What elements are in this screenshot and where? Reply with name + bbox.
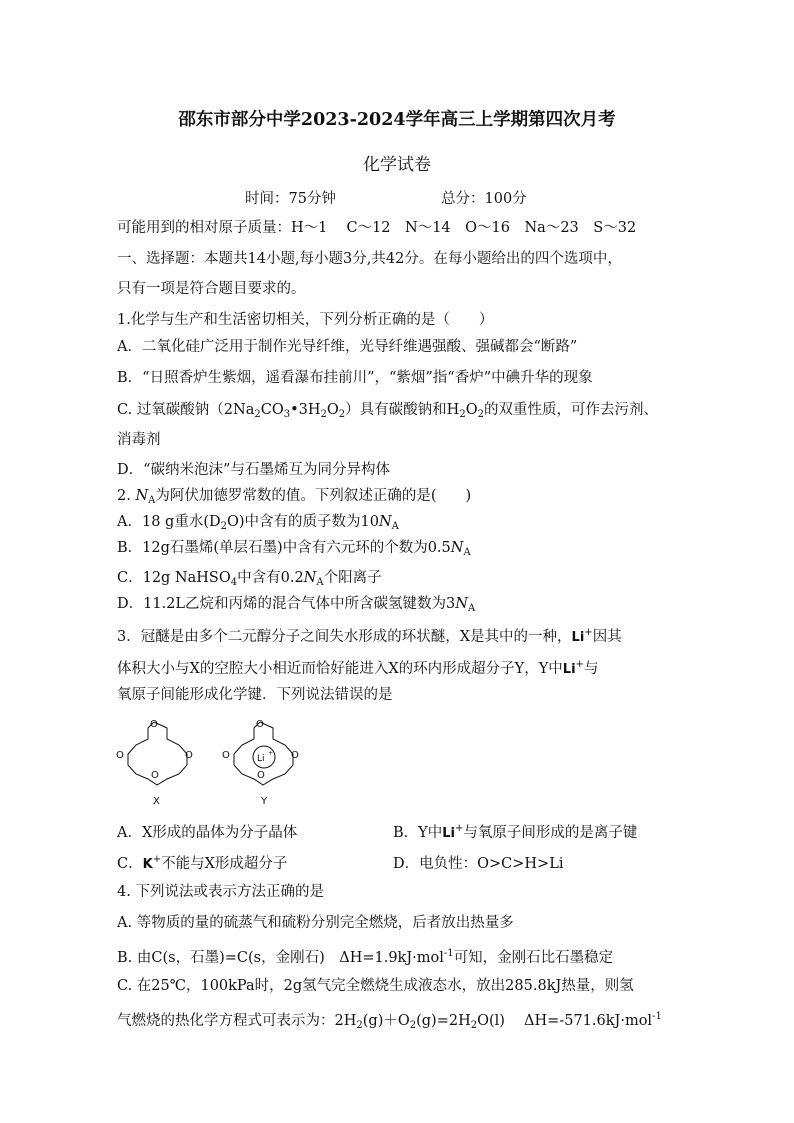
q3-c-part: C． [117,856,143,872]
oxygen-atom: O [150,719,158,730]
q2-na: N [450,540,464,556]
q2-na: N [303,570,317,586]
oxygen-atom: O [116,750,124,761]
section-intro-line1: 一、选择题：本题共14小题,每小题3分,共42分。在每小题给出的四个选项中， [117,251,622,267]
q3-line1: 3．冠醚是由多个二元醇分子之间失水形成的环状醚，X是其中的一种，Li+因其 [117,627,622,645]
q3-line3: 氧原子间能形成化学键．下列说法错误的是 [117,687,393,703]
q2-d-part: D．11.2L乙烷和丙烯的混合气体中所含碳氢键数为3 [117,596,456,612]
q1-option-c-line2: 消毒剂 [117,432,161,448]
q4-c-sup: -1 [652,1011,662,1022]
oxygen-atom: O [222,750,230,761]
q4-option-c-line1: C. 在25℃，100kPa时，2g氢气完全燃烧生成液态水，放出285.8kJ热量，则氢 [117,978,634,994]
q3-b-part: 与氧原子间形成的是离子键 [463,825,638,841]
q3-text: 体积大小与X的空腔大小相近而恰好能进入X的环内形成超分子Y，Y中 [117,661,563,677]
exam-total: 总分：100分 [441,191,527,207]
q2-option-d [117,595,475,618]
q2-na-sub: A [148,495,156,506]
q2-stem-text: 为阿伏加德罗常数的值。下列叙述正确的是( ) [155,488,472,504]
q2-b-part: B．12g石墨烯(单层石墨)中含有六元环的个数为0.5 [117,540,451,556]
q3-text: 因其 [592,629,622,645]
q3-option-c: C．K+不能与X形成超分子 [117,854,288,872]
li-ion: Li [562,662,576,677]
q2-option-a: A．18 g重水$(D_2O)$中含有的质子数为$10N_A$ [117,514,399,532]
q2-na: N [135,488,149,504]
oxygen-atom: O [256,719,264,730]
crown-ether-figure [112,712,312,812]
li-ion-label: Li [257,754,265,764]
q4-c-part: O(l) ΔH=-571.6kJ·mol [477,1013,653,1029]
q1-option-c: C. 过氧碳酸钠$(2Na_2CO_3•3H_2O_2)$具有碳酸钠和$H_2O_2$的双重性质，可作去污剂、 [117,402,658,420]
q1-option-d: D．“碳纳米泡沫”与石墨烯互为同分异构体 [117,462,390,478]
q4-option-a: A. 等物质的量的硫蒸气和硫粉分别完全燃烧，后者放出热量多 [117,915,514,931]
atomic-masses: 可能用到的相对原子质量：H～1 C～12 N～14 O～16 Na～23 S～32 [117,220,637,236]
q1-c-part: O [326,402,339,418]
oxygen-atom: O [151,770,159,781]
q4-b-part: B. 由C(s，石墨)=C(s，金刚石) ΔH=1.9kJ·mol [117,950,444,966]
q3-text: 3．冠醚是由多个二元醇分子之间失水形成的环状醚，X是其中的一种， [117,629,572,645]
q3-line2: 体积大小与X的空腔大小相近而恰好能进入X的环内形成超分子Y，Y中Li+与 [117,659,599,677]
q4-option-c-line2: 气燃烧的热化学方程式可表示为：$2H_2(g)+O_2(g)=2H_2O(l)$ ΔH=-571.6kJ·mol$^{-1}$ [117,1011,662,1031]
label-x: X [153,796,160,807]
k-ion: K [142,857,153,872]
q1-c-part: C. 过氧碳酸钠（2Na [117,402,255,418]
q2-number: 2. [117,488,131,504]
q4-c-part: (g)=2H [416,1013,471,1029]
q1-c-part: CO [260,402,284,418]
oxygen-atom: O [185,750,193,761]
q2-na-sub: A [463,547,471,558]
li-ion: Li [571,630,585,645]
li-ion-charge: + [268,750,274,757]
q2-na-sub: A [391,521,399,532]
q1-stem: 1.化学与生产和生活密切相关，下列分析正确的是（ ） [117,312,494,328]
q3-b-part: B．Y中 [393,825,443,841]
q2-na-sub: A [467,603,476,614]
q2-a-part: O)中含有的质子数为10 [226,514,379,530]
q2-stem [117,487,471,510]
q2-na-sub: A [316,577,324,588]
q2-option-b [117,539,471,562]
section-intro-line2: 只有一项是符合题目要求的。 [117,281,306,297]
q2-a-part: A．18 g重水(D [117,514,221,530]
q1-c-part: 的双重性质，可作去污剂、 [483,402,658,418]
q4-stem: 4. 下列说法或表示方法正确的是 [117,884,324,900]
q3-option-b: B．Y中Li+与氧原子间形成的是离子键 [393,823,638,841]
q3-option-d: D．电负性：O>C>H>Li [393,856,564,872]
q2-c-part: 中含有0.2 [237,570,304,586]
exam-title: 邵东市部分中学2023-2024学年高三上学期第四次月考 [178,110,616,130]
q3-text: 与 [583,661,599,677]
oxygen-atom: O [291,750,299,761]
q1-c-part: •3H [290,402,321,418]
q4-option-b [117,945,613,967]
q1-option-b: B．“日照香炉生紫烟，遥看瀑布挂前川”，“紫烟”指“香炉”中碘升华的现象 [117,370,593,386]
q2-c-part: 个阳离子 [323,570,382,586]
q2-c-part: C．12g NaHSO [117,570,231,586]
q2-option-c: C．12g NaHSO$_4$中含有$0.2N_A$个阳离子 [117,570,382,588]
q4-c-part: 气燃烧的热化学方程式可表示为：2H [117,1013,357,1029]
q4-b-part: 可知，金刚石比石墨稳定 [453,950,614,966]
q1-c-part: ）具有碳酸钠和H [345,402,460,418]
q3-c-part: 不能与X形成超分子 [161,856,288,872]
li-ion: Li [442,826,455,841]
q4-b-sup: -1 [443,948,454,959]
q1-c-part: O [465,402,478,418]
q2-na: N [455,596,468,612]
q2-na: N [378,514,392,530]
q3-option-a: A．X形成的晶体为分子晶体 [117,825,298,841]
label-y: Y [261,796,268,807]
q4-c-part: (g)＋O [362,1013,410,1029]
exam-subtitle: 化学试卷 [363,155,431,175]
q1-option-a: A．二氧化硅广泛用于制作光导纤维，光导纤维遇强酸、强碱都会“断路” [117,339,578,355]
oxygen-atom: O [257,770,265,781]
exam-time: 时间：75分钟 [245,191,336,207]
